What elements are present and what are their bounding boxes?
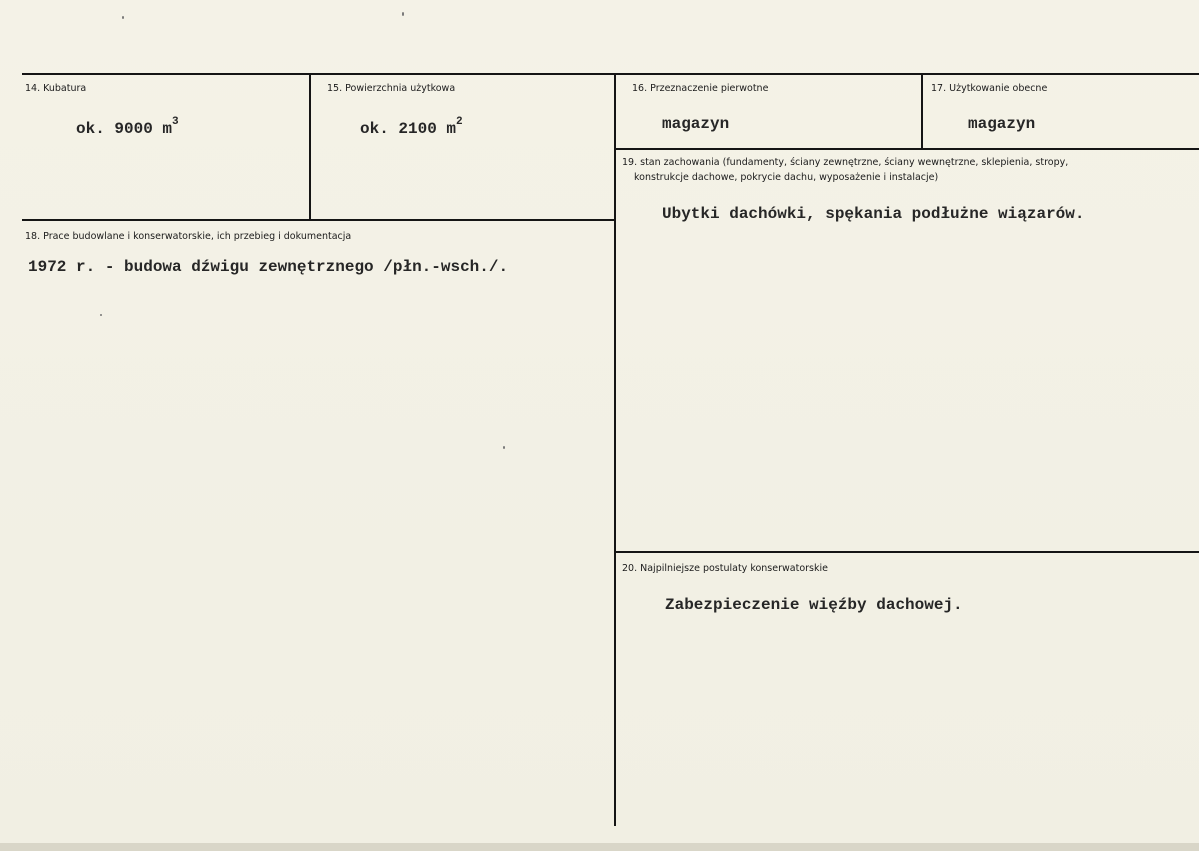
field-16-label: 16. Przeznaczenie pierwotne [632, 83, 769, 94]
rule-under-14-15 [22, 219, 615, 221]
rule-under-16-17 [615, 148, 1199, 150]
field-15-label: 15. Powierzchnia użytkowa [327, 83, 456, 94]
field-20-label: 20. Najpilniejsze postulaty konserwatorskie [622, 563, 828, 574]
field-15-value-text: ok. 2100 m [360, 120, 457, 138]
field-14-value [76, 116, 179, 138]
scan-bottom-edge [0, 843, 1199, 851]
center-divider [614, 74, 616, 826]
field-15-unit-exponent: 2 [456, 116, 463, 128]
field-14-value-text: ok. 9000 m [76, 120, 173, 138]
field-14-unit-exponent: 3 [172, 116, 179, 128]
field-17-value: magazyn [968, 115, 1036, 133]
paper-speck [122, 16, 124, 19]
paper-speck [402, 12, 404, 16]
field-19-value: Ubytki dachówki, spękania podłużne wiązarów. [662, 205, 1085, 223]
field-15-value [360, 116, 463, 138]
field-18-value: 1972 r. - budowa dźwigu zewnętrznego /płn.-wsch./. [28, 258, 509, 276]
field-19-label-line2: konstrukcje dachowe, pokrycie dachu, wyposażenie i instalacje) [634, 172, 939, 183]
paper-speck [100, 314, 102, 316]
top-rule [22, 73, 1199, 75]
field-14-label: 14. Kubatura [25, 83, 87, 94]
field-19-label-line1: 19. stan zachowania (fundamenty, ściany zewnętrzne, ściany wewnętrzne, sklepienia, stropy, [622, 157, 1069, 168]
field-18-label: 18. Prace budowlane i konserwatorskie, ich przebieg i dokumentacja [25, 231, 352, 242]
field-20-value: Zabezpieczenie więźby dachowej. [665, 596, 963, 614]
field-17-label: 17. Użytkowanie obecne [931, 83, 1048, 94]
paper-speck [503, 446, 505, 449]
rule-above-20 [615, 551, 1199, 553]
divider-16-17 [921, 74, 923, 149]
divider-14-15 [309, 74, 311, 220]
field-16-value: magazyn [662, 115, 730, 133]
